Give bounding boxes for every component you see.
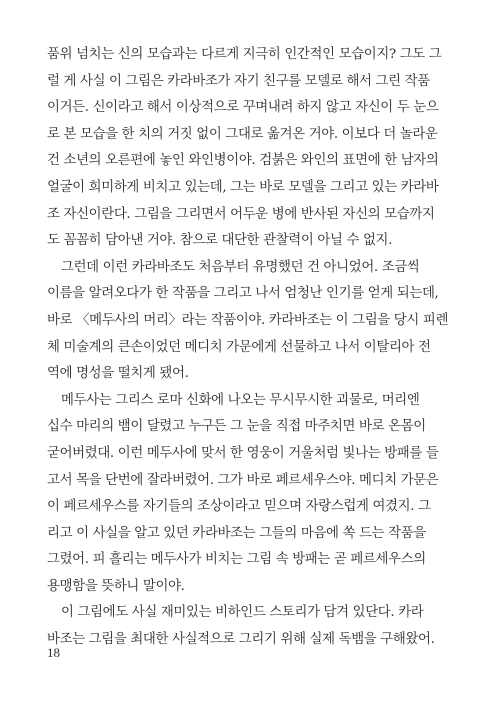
text-line: 굳어버렸대. 이런 메두사에 맞서 한 영웅이 거울처럼 빛나는 방패를 들 — [47, 445, 439, 461]
text-line: 이거든. 신이라고 해서 이상적으로 꾸며내려 하지 않고 자신이 두 눈으 — [47, 100, 439, 116]
text-line: 역에 명성을 떨치게 됐어. — [47, 366, 189, 382]
text-line: 럴 게 사실 이 그림은 카라바조가 자기 친구를 모델로 해서 그린 작품 — [47, 73, 430, 89]
text-line: 십수 마리의 뱀이 달렸고 누구든 그 눈을 직접 마주치면 바로 온몸이 — [47, 419, 426, 435]
text-line: 바조는 그림을 최대한 사실적으로 그리기 위해 실제 독뱀을 구해왔어. — [47, 632, 435, 648]
text-line: 조 자신이란다. 그림을 그리면서 어두운 병에 반사된 자신의 모습까지 — [47, 206, 435, 222]
paragraph — [47, 255, 459, 388]
text-line: 도 꼼꼼히 담아낸 거야. 참으로 대단한 관찰력이 아닐 수 없지. — [47, 233, 393, 249]
text-line: 메두사는 그리스 로마 신화에 나오는 무시무시한 괴물로, 머리엔 — [61, 392, 420, 408]
text-line: 그런데 이런 카라바조도 처음부터 유명했던 건 아니었어. 조금씩 — [61, 259, 420, 275]
text-line: 얼굴이 희미하게 비치고 있는데, 그는 바로 모델을 그리고 있는 카라바 — [47, 179, 439, 195]
text-line: 이 페르세우스를 자기들의 조상이라고 믿으며 자랑스럽게 여겼지. 그 — [47, 499, 431, 515]
body-text — [47, 42, 459, 654]
paragraph — [47, 388, 459, 601]
text-line: 품위 넘치는 신의 모습과는 다르게 지극히 인간적인 모습이지? 그도 그 — [47, 47, 442, 62]
text-line: 로 본 모습을 한 치의 거짓 없이 그대로 옮겨온 거야. 이보다 더 놀라운 — [47, 126, 438, 142]
text-line: 이 그림에도 사실 재미있는 비하인드 스토리가 담겨 있단다. 카라 — [61, 605, 424, 621]
text-line: 용맹함을 뜻하니 말이야. — [47, 578, 185, 594]
text-line: 건 소년의 오른편에 놓인 와인병이야. 검붉은 와인의 표면에 한 남자의 — [47, 153, 439, 169]
paragraph — [47, 600, 459, 653]
text-line: 바로 〈메두사의 머리〉라는 작품이야. 카라바조는 이 그림을 당시 피렌 — [47, 312, 449, 328]
text-line: 고서 목을 단번에 잘라버렸어. 그가 바로 페르세우스야. 메디치 가문은 — [47, 472, 439, 488]
text-line: 그렸어. 피 흘리는 메두사가 비치는 그림 속 방패는 곧 페르세우스의 — [47, 552, 426, 568]
page-number: 18 — [47, 645, 60, 660]
text-line: 리고 이 사실을 알고 있던 카라바조는 그들의 마음에 쏙 드는 작품을 — [47, 525, 426, 541]
text-line: 이름을 알려오다가 한 작품을 그리고 나서 엄청난 인기를 얻게 되는데, — [47, 286, 439, 302]
text-line: 체 미술계의 큰손이었던 메디치 가문에게 선물하고 나서 이탈리아 전 — [47, 339, 431, 355]
paragraph — [47, 42, 459, 255]
